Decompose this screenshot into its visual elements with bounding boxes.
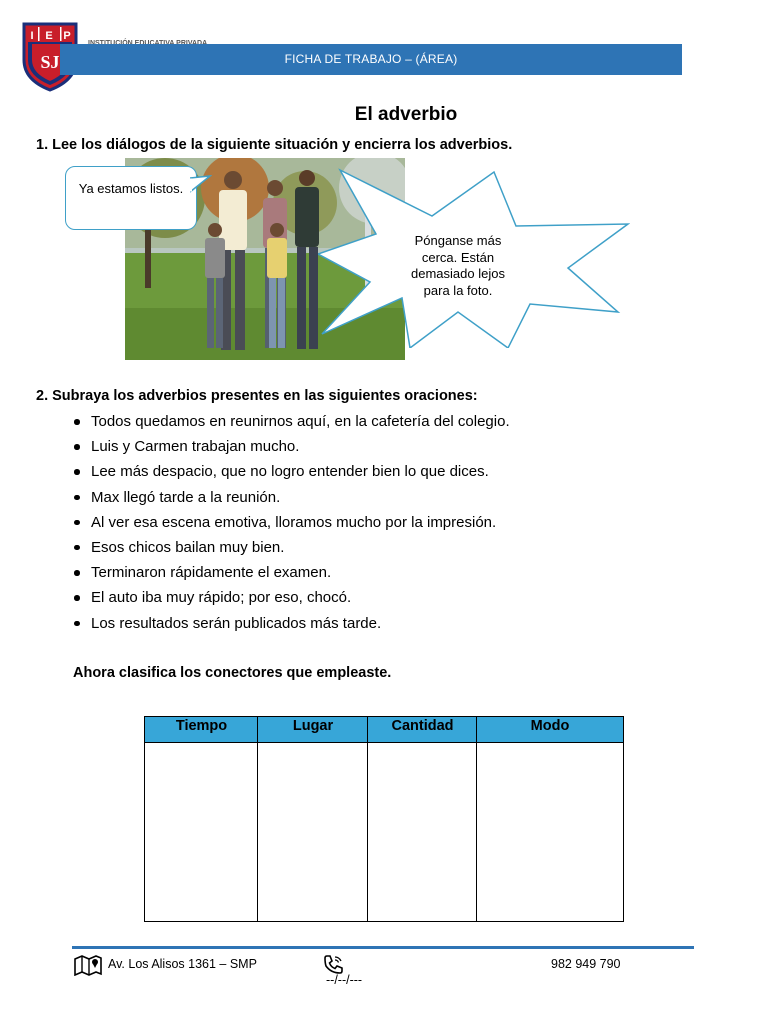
column-header-tiempo: Tiempo [145, 717, 258, 743]
list-item [74, 537, 510, 562]
sentence-text: Max llegó tarde a la reunión. [91, 488, 281, 506]
list-item [74, 587, 510, 612]
logo-letter-p: P [63, 30, 71, 42]
table-cell-modo[interactable] [477, 743, 623, 921]
map-icon [74, 954, 102, 976]
logo-monogram: SJ [40, 52, 60, 72]
column-header-cantidad: Cantidad [368, 717, 477, 743]
sentence-text: El auto iba muy rápido; por eso, chocó. [91, 589, 352, 607]
list-item [74, 487, 510, 512]
bullet-icon [74, 469, 80, 475]
bullet-icon [74, 419, 80, 425]
footer-phone: 982 949 790 [551, 957, 621, 971]
list-item [74, 512, 510, 537]
sentence-text: Al ver esa escena emotiva, lloramos mucho por la impresión. [91, 513, 497, 531]
column-header-modo: Modo [477, 717, 623, 743]
table-cell-lugar[interactable] [258, 743, 367, 921]
bullet-icon [74, 545, 80, 551]
sentence-text: Esos chicos bailan muy bien. [91, 538, 285, 556]
question-1-heading: 1. Lee los diálogos de la siguiente situación y encierra los adverbios. [36, 137, 513, 153]
header-bar [60, 44, 682, 75]
list-item [74, 411, 510, 436]
footer-address: Av. Los Alisos 1361 – SMP [108, 957, 257, 971]
bullet-icon [74, 520, 80, 526]
footer-divider [72, 946, 694, 949]
list-item [74, 461, 510, 486]
table-cell-tiempo[interactable] [145, 743, 257, 921]
sentence-text: Terminaron rápidamente el examen. [91, 564, 332, 582]
logo-letter-i: I [30, 30, 34, 42]
bullet-icon [74, 495, 80, 501]
worksheet-header-title: FICHA DE TRABAJO – (ÁREA) [284, 52, 458, 66]
list-item [74, 613, 510, 638]
sentence-text: Lee más despacio, que no logro entender bien lo que dices. [91, 463, 489, 481]
table-cell-cantidad[interactable] [368, 743, 476, 921]
speech-bubble-left [65, 166, 197, 230]
bullet-icon [74, 621, 80, 627]
footer-date: --/--/--- [326, 973, 363, 987]
column-header-lugar: Lugar [258, 717, 368, 743]
classify-heading: Ahora clasifica los conectores que empleaste. [73, 665, 392, 681]
bullet-icon [74, 570, 80, 576]
sentence-list [74, 411, 510, 638]
bullet-icon [74, 595, 80, 601]
sentence-text: Todos quedamos en reunirnos aquí, en la cafetería del colegio. [91, 413, 510, 430]
sentence-text: Los resultados serán publicados más tarde. [91, 614, 382, 632]
speech-burst-text: Pónganse más cerca. Están demasiado lejos para la foto. [411, 233, 505, 298]
question-2-heading: 2. Subraya los adverbios presentes en las siguientes oraciones: [36, 388, 478, 404]
logo-letter-e: E [45, 30, 53, 42]
page-title: El adverbio [354, 104, 458, 125]
classification-table [144, 716, 624, 922]
sentence-text: Luis y Carmen trabajan mucho. [91, 438, 300, 456]
bullet-icon [74, 444, 80, 450]
speech-bubble-tail [190, 174, 212, 198]
list-item [74, 436, 510, 461]
list-item [74, 562, 510, 587]
speech-bubble-left-text: Ya estamos listos. [78, 181, 184, 196]
